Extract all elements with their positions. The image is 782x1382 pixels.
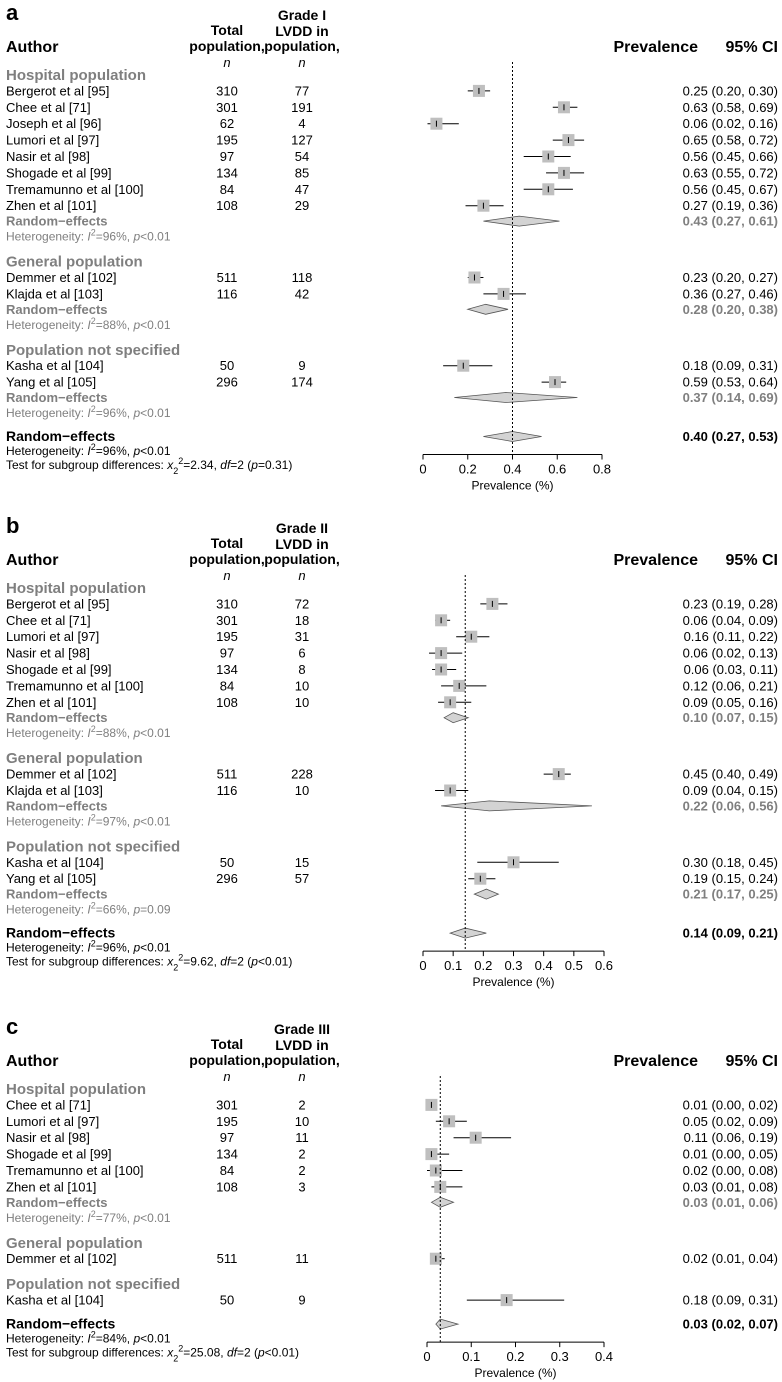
column-header-total-n: n bbox=[223, 1069, 231, 1084]
group-random-effects-label: Random−effects bbox=[6, 213, 108, 229]
group-pooled-diamond bbox=[454, 393, 577, 403]
study-total: 97 bbox=[219, 1130, 235, 1146]
study-cases: 11 bbox=[295, 1130, 309, 1146]
subgroup-difference-test: Test for subgroup differences: $x_2^2=9.62$, df=2 (p<0.01) bbox=[6, 952, 293, 973]
study-author: Joseph et al [96] bbox=[6, 116, 102, 132]
x-axis-tick-label: 0.6 bbox=[548, 461, 567, 477]
study-ci-text: 0.23 (0.19, 0.28) bbox=[682, 596, 778, 612]
study-ci-text: 0.19 (0.15, 0.24) bbox=[682, 871, 778, 887]
study-ci-text: 0.45 (0.40, 0.49) bbox=[682, 766, 778, 782]
group-heterogeneity: Heterogeneity: $I^2=77\%$, p<0.01 bbox=[6, 1208, 171, 1225]
subgroup-difference-test: Test for subgroup differences: $x_2^2=2.34$, df=2 (p=0.31) bbox=[6, 456, 293, 476]
study-cases: 54 bbox=[294, 149, 310, 164]
overall-ci-text: 0.03 (0.02, 0.07) bbox=[682, 1316, 778, 1332]
study-author: Demmer et al [102] bbox=[6, 1251, 117, 1267]
x-axis-tick-label: 0.2 bbox=[474, 958, 493, 974]
study-total: 84 bbox=[219, 678, 235, 694]
study-ci-text: 0.63 (0.58, 0.69) bbox=[682, 99, 778, 115]
column-header-grade-n: n bbox=[298, 1069, 306, 1084]
column-header-grade: Grade II bbox=[275, 520, 329, 536]
group-pooled-diamond bbox=[444, 713, 468, 723]
group-label: Population not specified bbox=[6, 838, 181, 856]
study-total: 301 bbox=[216, 1097, 238, 1113]
panel-label: a bbox=[6, 0, 19, 25]
study-cases: 3 bbox=[298, 1179, 306, 1195]
study-total: 62 bbox=[219, 116, 235, 132]
study-total: 195 bbox=[216, 1113, 238, 1129]
study-total: 310 bbox=[216, 596, 238, 612]
study-cases: 9 bbox=[298, 358, 306, 374]
column-header-total: Total bbox=[210, 1036, 244, 1052]
study-ci-text: 0.01 (0.00, 0.05) bbox=[682, 1146, 778, 1162]
group-random-effects-label: Random−effects bbox=[6, 1194, 108, 1210]
forest-panel-c bbox=[6, 1014, 778, 1380]
study-cases: 15 bbox=[294, 854, 310, 870]
column-header-grade: Grade I bbox=[277, 7, 327, 23]
column-header-grade: LVDD in bbox=[275, 23, 329, 39]
x-axis-tick-label: 0.3 bbox=[504, 958, 523, 974]
overall-heterogeneity: Heterogeneity: $I^2=96\%$, p<0.01 bbox=[6, 442, 171, 458]
column-header-grade: population, bbox=[264, 551, 340, 567]
group-label: Population not specified bbox=[6, 341, 181, 359]
x-axis-tick-label: 0.4 bbox=[534, 958, 553, 974]
study-total: 97 bbox=[219, 645, 235, 661]
group-pooled-ci-text: 0.03 (0.01, 0.06) bbox=[682, 1194, 778, 1210]
study-ci-text: 0.02 (0.01, 0.04) bbox=[682, 1251, 778, 1267]
x-axis-tick-label: 0.2 bbox=[506, 1349, 525, 1365]
study-author: Demmer et al [102] bbox=[6, 270, 117, 285]
x-axis-tick-label: 0 bbox=[423, 1349, 431, 1365]
overall-random-effects-label: Random−effects bbox=[6, 428, 116, 444]
overall-random-effects-label: Random−effects bbox=[6, 924, 116, 941]
overall-random-effects-label: Random−effects bbox=[6, 1315, 116, 1332]
study-cases: 10 bbox=[294, 1113, 310, 1129]
study-cases: 42 bbox=[294, 286, 310, 302]
study-cases: 11 bbox=[295, 1251, 309, 1267]
study-ci-text: 0.03 (0.01, 0.08) bbox=[682, 1179, 778, 1195]
study-author: Nasir et al [98] bbox=[6, 149, 90, 164]
study-total: 195 bbox=[216, 132, 238, 148]
column-header-author: Author bbox=[6, 552, 59, 569]
group-label: General population bbox=[6, 1234, 143, 1252]
study-ci-text: 0.01 (0.00, 0.02) bbox=[682, 1097, 778, 1113]
overall-ci-text: 0.40 (0.27, 0.53) bbox=[682, 429, 778, 444]
study-ci-text: 0.56 (0.45, 0.67) bbox=[682, 181, 778, 197]
x-axis-tick-label: 0 bbox=[419, 958, 427, 974]
study-author: Kasha et al [104] bbox=[6, 1292, 104, 1308]
study-ci-text: 0.36 (0.27, 0.46) bbox=[682, 286, 778, 302]
study-ci-text: 0.65 (0.58, 0.72) bbox=[682, 132, 778, 148]
column-header-author: Author bbox=[6, 39, 59, 56]
study-total: 296 bbox=[216, 871, 238, 887]
study-cases: 10 bbox=[294, 678, 310, 694]
study-cases: 2 bbox=[298, 1163, 306, 1178]
group-label: Population not specified bbox=[6, 1276, 181, 1294]
study-ci-text: 0.09 (0.04, 0.15) bbox=[682, 783, 778, 798]
study-author: Kasha et al [104] bbox=[6, 358, 104, 374]
study-author: Shogade et al [99] bbox=[6, 165, 112, 181]
x-axis-label: Prevalence (%) bbox=[472, 975, 555, 990]
study-cases: 47 bbox=[294, 181, 310, 197]
study-ci-text: 0.56 (0.45, 0.66) bbox=[682, 149, 778, 164]
subgroup-difference-test: Test for subgroup differences: $x_2^2=25.08$, df=2 (p<0.01) bbox=[6, 1343, 300, 1364]
study-author: Klajda et al [103] bbox=[6, 286, 103, 302]
study-total: 511 bbox=[216, 766, 238, 782]
x-axis-tick-label: 0.6 bbox=[594, 958, 614, 974]
x-axis-tick-label: 0.3 bbox=[550, 1349, 569, 1365]
group-label: Hospital population bbox=[6, 580, 146, 597]
group-label: Hospital population bbox=[6, 1081, 146, 1098]
study-total: 84 bbox=[219, 181, 235, 197]
study-author: Kasha et al [104] bbox=[6, 854, 104, 870]
study-total: 310 bbox=[216, 83, 238, 99]
group-pooled-ci-text: 0.28 (0.20, 0.38) bbox=[682, 301, 778, 317]
group-label: Hospital population bbox=[6, 67, 146, 84]
study-cases: 127 bbox=[291, 132, 313, 148]
study-ci-text: 0.05 (0.02, 0.09) bbox=[682, 1113, 778, 1129]
study-cases: 6 bbox=[298, 645, 306, 661]
study-ci-text: 0.27 (0.19, 0.36) bbox=[682, 198, 778, 214]
study-total: 108 bbox=[216, 694, 238, 710]
panel-label: c bbox=[6, 1014, 19, 1039]
group-heterogeneity: Heterogeneity: $I^2=96\%$, p<0.01 bbox=[6, 404, 171, 420]
study-total: 301 bbox=[216, 612, 238, 628]
study-author: Nasir et al [98] bbox=[6, 1130, 90, 1146]
group-heterogeneity: Heterogeneity: $I^2=88\%$, p<0.01 bbox=[6, 315, 171, 332]
overall-ci-text: 0.14 (0.09, 0.21) bbox=[682, 925, 778, 941]
x-axis-tick-label: 0.1 bbox=[462, 1349, 481, 1365]
study-total: 296 bbox=[216, 374, 238, 390]
column-header-grade: LVDD in bbox=[275, 1037, 329, 1053]
study-total: 134 bbox=[216, 165, 238, 181]
x-axis-tick-label: 0.5 bbox=[564, 958, 583, 974]
study-author: Zhen et al [101] bbox=[6, 1179, 97, 1195]
study-total: 134 bbox=[216, 1146, 238, 1162]
column-header-author: Author bbox=[6, 1053, 59, 1070]
study-total: 50 bbox=[219, 358, 235, 374]
overall-pooled-diamond bbox=[436, 1319, 458, 1329]
study-author: Lumori et al [97] bbox=[6, 629, 100, 645]
study-ci-text: 0.06 (0.02, 0.16) bbox=[682, 116, 778, 132]
study-cases: 10 bbox=[294, 694, 310, 710]
study-ci-text: 0.06 (0.04, 0.09) bbox=[682, 612, 778, 628]
column-header-grade: LVDD in bbox=[275, 536, 329, 552]
group-heterogeneity: Heterogeneity: $I^2=96\%$, p<0.01 bbox=[6, 227, 171, 244]
study-total: 511 bbox=[216, 270, 238, 285]
study-total: 50 bbox=[219, 854, 235, 870]
study-cases: 72 bbox=[294, 596, 310, 612]
study-author: Tremamunno et al [100] bbox=[6, 1163, 144, 1178]
column-header-total: population, bbox=[189, 38, 265, 54]
study-ci-text: 0.63 (0.55, 0.72) bbox=[682, 165, 778, 181]
study-total: 301 bbox=[216, 99, 238, 115]
study-total: 50 bbox=[219, 1292, 235, 1308]
study-ci-text: 0.18 (0.09, 0.31) bbox=[682, 1292, 778, 1308]
study-author: Chee et al [71] bbox=[6, 99, 91, 115]
group-random-effects-label: Random−effects bbox=[6, 301, 108, 317]
group-heterogeneity: Heterogeneity: $I^2=66\%$, p=0.09 bbox=[6, 900, 171, 917]
x-axis-tick-label: 0.8 bbox=[592, 461, 612, 477]
study-cases: 8 bbox=[298, 662, 306, 677]
overall-heterogeneity: Heterogeneity: $I^2=84\%$, p<0.01 bbox=[6, 1329, 171, 1346]
column-header-ci: 95% CI bbox=[725, 1053, 778, 1070]
column-header-total-n: n bbox=[223, 55, 231, 70]
study-author: Shogade et al [99] bbox=[6, 662, 112, 677]
x-axis-tick-label: 0.2 bbox=[458, 461, 477, 477]
group-pooled-diamond bbox=[474, 889, 498, 899]
study-cases: 57 bbox=[294, 871, 310, 887]
forest-panel-a bbox=[6, 0, 778, 493]
study-author: Klajda et al [103] bbox=[6, 783, 103, 798]
column-header-prevalence: Prevalence bbox=[613, 552, 698, 569]
study-cases: 77 bbox=[294, 83, 310, 99]
study-cases: 29 bbox=[294, 198, 310, 214]
study-ci-text: 0.06 (0.02, 0.13) bbox=[682, 645, 778, 661]
group-random-effects-label: Random−effects bbox=[6, 710, 108, 726]
study-author: Lumori et al [97] bbox=[6, 1113, 100, 1129]
group-pooled-ci-text: 0.43 (0.27, 0.61) bbox=[682, 213, 778, 229]
group-pooled-ci-text: 0.37 (0.14, 0.69) bbox=[682, 390, 778, 405]
x-axis-tick-label: 0.4 bbox=[503, 461, 522, 477]
study-cases: 9 bbox=[298, 1292, 306, 1308]
column-header-grade-n: n bbox=[298, 568, 306, 583]
study-total: 84 bbox=[219, 1163, 235, 1178]
panel-label: b bbox=[6, 513, 20, 538]
column-header-total: population, bbox=[189, 551, 265, 567]
group-pooled-ci-text: 0.22 (0.06, 0.56) bbox=[682, 798, 778, 814]
column-header-grade: Grade III bbox=[273, 1021, 331, 1037]
study-author: Bergerot et al [95] bbox=[6, 83, 110, 99]
study-cases: 2 bbox=[298, 1146, 306, 1162]
study-cases: 118 bbox=[291, 270, 313, 285]
group-pooled-ci-text: 0.21 (0.17, 0.25) bbox=[682, 886, 778, 902]
study-ci-text: 0.18 (0.09, 0.31) bbox=[682, 358, 778, 374]
study-author: Yang et al [105] bbox=[6, 374, 97, 390]
study-author: Lumori et al [97] bbox=[6, 132, 100, 148]
group-pooled-diamond bbox=[431, 1197, 453, 1207]
x-axis-tick-label: 0 bbox=[419, 461, 427, 477]
group-pooled-diamond bbox=[468, 304, 508, 314]
study-ci-text: 0.12 (0.06, 0.21) bbox=[682, 678, 778, 694]
group-label: General population bbox=[6, 750, 143, 768]
overall-pooled-diamond bbox=[450, 928, 486, 938]
study-author: Yang et al [105] bbox=[6, 871, 97, 887]
x-axis-tick-label: 0.1 bbox=[444, 958, 463, 974]
study-cases: 18 bbox=[294, 612, 310, 628]
group-random-effects-label: Random−effects bbox=[6, 390, 108, 405]
study-author: Nasir et al [98] bbox=[6, 645, 90, 661]
study-cases: 174 bbox=[291, 374, 313, 390]
column-header-prevalence: Prevalence bbox=[613, 1053, 698, 1070]
study-ci-text: 0.06 (0.03, 0.11) bbox=[683, 662, 778, 677]
study-cases: 10 bbox=[294, 783, 310, 798]
study-author: Zhen et al [101] bbox=[6, 198, 97, 214]
study-total: 116 bbox=[216, 286, 238, 302]
group-pooled-diamond bbox=[441, 801, 592, 811]
study-total: 511 bbox=[216, 1251, 238, 1267]
column-header-grade: population, bbox=[264, 38, 340, 54]
study-cases: 85 bbox=[294, 165, 310, 181]
group-pooled-ci-text: 0.10 (0.07, 0.15) bbox=[682, 710, 778, 726]
group-pooled-diamond bbox=[483, 216, 559, 226]
study-cases: 31 bbox=[294, 629, 310, 645]
group-heterogeneity: Heterogeneity: $I^2=88\%$, p<0.01 bbox=[6, 724, 171, 741]
study-cases: 191 bbox=[291, 99, 313, 115]
study-ci-text: 0.59 (0.53, 0.64) bbox=[682, 374, 778, 390]
column-header-total: Total bbox=[210, 535, 244, 551]
study-cases: 2 bbox=[298, 1097, 306, 1113]
study-author: Bergerot et al [95] bbox=[6, 596, 110, 612]
study-ci-text: 0.02 (0.00, 0.08) bbox=[682, 1163, 778, 1178]
study-cases: 4 bbox=[298, 116, 306, 132]
column-header-total: Total bbox=[210, 22, 244, 38]
group-random-effects-label: Random−effects bbox=[6, 886, 108, 902]
study-ci-text: 0.25 (0.20, 0.30) bbox=[682, 83, 778, 99]
study-cases: 228 bbox=[291, 766, 313, 782]
study-total: 134 bbox=[216, 662, 238, 677]
study-author: Tremamunno et al [100] bbox=[6, 181, 144, 197]
study-total: 195 bbox=[216, 629, 238, 645]
group-heterogeneity: Heterogeneity: $I^2=97\%$, p<0.01 bbox=[6, 812, 171, 829]
column-header-total-n: n bbox=[223, 568, 231, 583]
study-author: Chee et al [71] bbox=[6, 1097, 91, 1113]
study-author: Tremamunno et al [100] bbox=[6, 678, 144, 694]
column-header-total: population, bbox=[189, 1052, 265, 1068]
x-axis-tick-label: 0.4 bbox=[594, 1349, 614, 1365]
study-total: 97 bbox=[219, 149, 235, 164]
column-header-ci: 95% CI bbox=[725, 39, 778, 56]
study-ci-text: 0.09 (0.05, 0.16) bbox=[682, 694, 778, 710]
study-total: 108 bbox=[216, 198, 238, 214]
column-header-grade: population, bbox=[264, 1052, 340, 1068]
x-axis-label: Prevalence (%) bbox=[474, 1366, 557, 1381]
study-total: 116 bbox=[216, 783, 238, 798]
study-total: 108 bbox=[216, 1179, 238, 1195]
study-author: Shogade et al [99] bbox=[6, 1146, 112, 1162]
column-header-prevalence: Prevalence bbox=[613, 39, 698, 56]
overall-heterogeneity: Heterogeneity: $I^2=96\%$, p<0.01 bbox=[6, 938, 171, 955]
group-random-effects-label: Random−effects bbox=[6, 798, 108, 814]
study-author: Demmer et al [102] bbox=[6, 766, 117, 782]
study-ci-text: 0.16 (0.11, 0.22) bbox=[683, 629, 778, 645]
column-header-ci: 95% CI bbox=[725, 552, 778, 569]
study-author: Zhen et al [101] bbox=[6, 694, 97, 710]
study-ci-text: 0.23 (0.20, 0.27) bbox=[682, 270, 778, 285]
study-ci-text: 0.11 (0.06, 0.19) bbox=[683, 1130, 778, 1146]
study-ci-text: 0.30 (0.18, 0.45) bbox=[682, 854, 778, 870]
forest-panel-b bbox=[6, 513, 778, 989]
study-author: Chee et al [71] bbox=[6, 612, 91, 628]
group-label: General population bbox=[6, 253, 143, 271]
column-header-grade-n: n bbox=[298, 55, 306, 70]
x-axis-label: Prevalence (%) bbox=[471, 478, 554, 493]
